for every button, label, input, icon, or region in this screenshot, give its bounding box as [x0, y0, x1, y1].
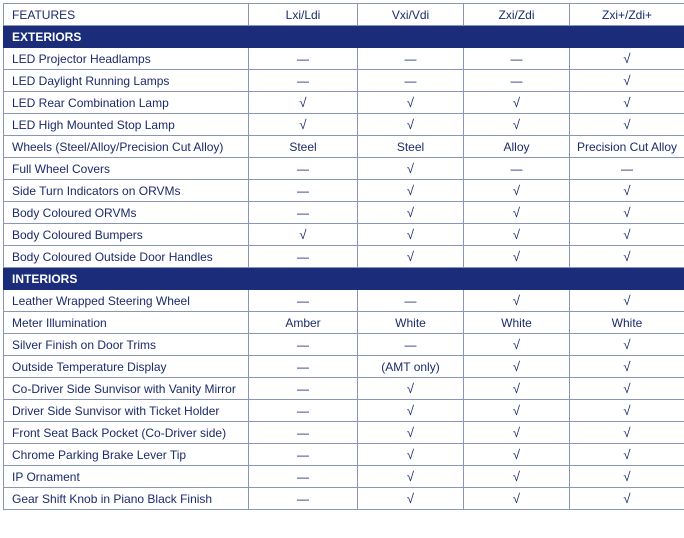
check-mark-icon: √ [358, 488, 464, 510]
check-mark-icon: √ [464, 466, 570, 488]
feature-name: Co-Driver Side Sunvisor with Vanity Mirror [4, 378, 249, 400]
dash-icon: — [249, 422, 358, 444]
dash-icon: — [358, 334, 464, 356]
variant-value: Alloy [464, 136, 570, 158]
dash-icon: — [249, 488, 358, 510]
feature-name: Front Seat Back Pocket (Co-Driver side) [4, 422, 249, 444]
dash-icon: — [464, 158, 570, 180]
variant-header-zxi-zdi: Zxi/Zdi [464, 4, 570, 26]
check-mark-icon: √ [570, 400, 684, 422]
check-mark-icon: √ [570, 466, 684, 488]
check-mark-icon: √ [464, 488, 570, 510]
feature-name: Leather Wrapped Steering Wheel [4, 290, 249, 312]
feature-name: LED Projector Headlamps [4, 48, 249, 70]
table-row [4, 224, 684, 246]
check-mark-icon: √ [358, 444, 464, 466]
variant-value: Amber [249, 312, 358, 334]
check-mark-icon: √ [358, 180, 464, 202]
dash-icon: — [249, 246, 358, 268]
check-mark-icon: √ [358, 400, 464, 422]
table-row [4, 488, 684, 510]
feature-name: Gear Shift Knob in Piano Black Finish [4, 488, 249, 510]
dash-icon: — [249, 378, 358, 400]
dash-icon: — [249, 48, 358, 70]
variant-value: Steel [358, 136, 464, 158]
feature-name: Body Coloured ORVMs [4, 202, 249, 224]
dash-icon: — [249, 356, 358, 378]
check-mark-icon: √ [570, 202, 684, 224]
feature-name: Body Coloured Outside Door Handles [4, 246, 249, 268]
dash-icon: — [249, 334, 358, 356]
variant-value: White [358, 312, 464, 334]
variant-header-lxi-ldi: Lxi/Ldi [249, 4, 358, 26]
check-mark-icon: √ [249, 92, 358, 114]
features-header: FEATURES [4, 4, 249, 26]
check-mark-icon: √ [358, 246, 464, 268]
check-mark-icon: √ [570, 92, 684, 114]
check-mark-icon: √ [464, 290, 570, 312]
feature-name: LED Rear Combination Lamp [4, 92, 249, 114]
exteriors-section [4, 26, 684, 268]
variant-value: White [464, 312, 570, 334]
check-mark-icon: √ [464, 422, 570, 444]
table-row [4, 290, 684, 312]
section-title-exteriors: EXTERIORS [4, 26, 684, 48]
dash-icon: — [570, 158, 684, 180]
check-mark-icon: √ [358, 158, 464, 180]
feature-name: LED Daylight Running Lamps [4, 70, 249, 92]
feature-name: Side Turn Indicators on ORVMs [4, 180, 249, 202]
check-mark-icon: √ [570, 356, 684, 378]
feature-name: Chrome Parking Brake Lever Tip [4, 444, 249, 466]
feature-name: Body Coloured Bumpers [4, 224, 249, 246]
table-row [4, 422, 684, 444]
variant-value: (AMT only) [358, 356, 464, 378]
dash-icon: — [249, 290, 358, 312]
variant-header-zxi-plus-zdi-plus: Zxi+/Zdi+ [570, 4, 684, 26]
check-mark-icon: √ [358, 202, 464, 224]
section-title-interiors: INTERIORS [4, 268, 684, 290]
feature-name: Silver Finish on Door Trims [4, 334, 249, 356]
table-row [4, 114, 684, 136]
table-row [4, 312, 684, 334]
check-mark-icon: √ [464, 334, 570, 356]
feature-name: Full Wheel Covers [4, 158, 249, 180]
table-row [4, 356, 684, 378]
check-mark-icon: √ [249, 224, 358, 246]
check-mark-icon: √ [464, 378, 570, 400]
check-mark-icon: √ [358, 224, 464, 246]
check-mark-icon: √ [570, 422, 684, 444]
section-header-row [4, 268, 684, 290]
check-mark-icon: √ [249, 114, 358, 136]
check-mark-icon: √ [570, 488, 684, 510]
feature-name: Wheels (Steel/Alloy/Precision Cut Alloy) [4, 136, 249, 158]
check-mark-icon: √ [570, 70, 684, 92]
variant-value: Steel [249, 136, 358, 158]
table-row [4, 92, 684, 114]
table-row [4, 180, 684, 202]
check-mark-icon: √ [570, 48, 684, 70]
check-mark-icon: √ [358, 378, 464, 400]
check-mark-icon: √ [358, 422, 464, 444]
check-mark-icon: √ [570, 378, 684, 400]
check-mark-icon: √ [464, 444, 570, 466]
check-mark-icon: √ [570, 334, 684, 356]
table-row [4, 334, 684, 356]
variant-value: Precision Cut Alloy [570, 136, 684, 158]
feature-name: LED High Mounted Stop Lamp [4, 114, 249, 136]
check-mark-icon: √ [570, 114, 684, 136]
table-row [4, 378, 684, 400]
check-mark-icon: √ [570, 444, 684, 466]
dash-icon: — [464, 48, 570, 70]
table-row [4, 246, 684, 268]
dash-icon: — [249, 70, 358, 92]
feature-name: IP Ornament [4, 466, 249, 488]
check-mark-icon: √ [358, 92, 464, 114]
check-mark-icon: √ [464, 246, 570, 268]
table-row [4, 136, 684, 158]
check-mark-icon: √ [570, 246, 684, 268]
dash-icon: — [358, 48, 464, 70]
check-mark-icon: √ [464, 400, 570, 422]
dash-icon: — [249, 444, 358, 466]
dash-icon: — [358, 290, 464, 312]
variant-header-vxi-vdi: Vxi/Vdi [358, 4, 464, 26]
features-table [3, 3, 684, 510]
check-mark-icon: √ [464, 224, 570, 246]
table-row [4, 70, 684, 92]
table-row [4, 48, 684, 70]
dash-icon: — [249, 158, 358, 180]
check-mark-icon: √ [464, 356, 570, 378]
feature-name: Meter Illumination [4, 312, 249, 334]
feature-name: Driver Side Sunvisor with Ticket Holder [4, 400, 249, 422]
variant-value: White [570, 312, 684, 334]
table-row [4, 466, 684, 488]
table-row [4, 444, 684, 466]
header-row [4, 4, 684, 26]
check-mark-icon: √ [570, 224, 684, 246]
dash-icon: — [249, 202, 358, 224]
dash-icon: — [249, 180, 358, 202]
check-mark-icon: √ [464, 180, 570, 202]
check-mark-icon: √ [358, 466, 464, 488]
check-mark-icon: √ [464, 92, 570, 114]
check-mark-icon: √ [570, 180, 684, 202]
section-header-row [4, 26, 684, 48]
table-row [4, 202, 684, 224]
table-row [4, 158, 684, 180]
dash-icon: — [358, 70, 464, 92]
interiors-section [4, 268, 684, 510]
dash-icon: — [249, 466, 358, 488]
check-mark-icon: √ [358, 114, 464, 136]
table-row [4, 400, 684, 422]
check-mark-icon: √ [570, 290, 684, 312]
dash-icon: — [249, 400, 358, 422]
check-mark-icon: √ [464, 114, 570, 136]
dash-icon: — [464, 70, 570, 92]
feature-name: Outside Temperature Display [4, 356, 249, 378]
check-mark-icon: √ [464, 202, 570, 224]
